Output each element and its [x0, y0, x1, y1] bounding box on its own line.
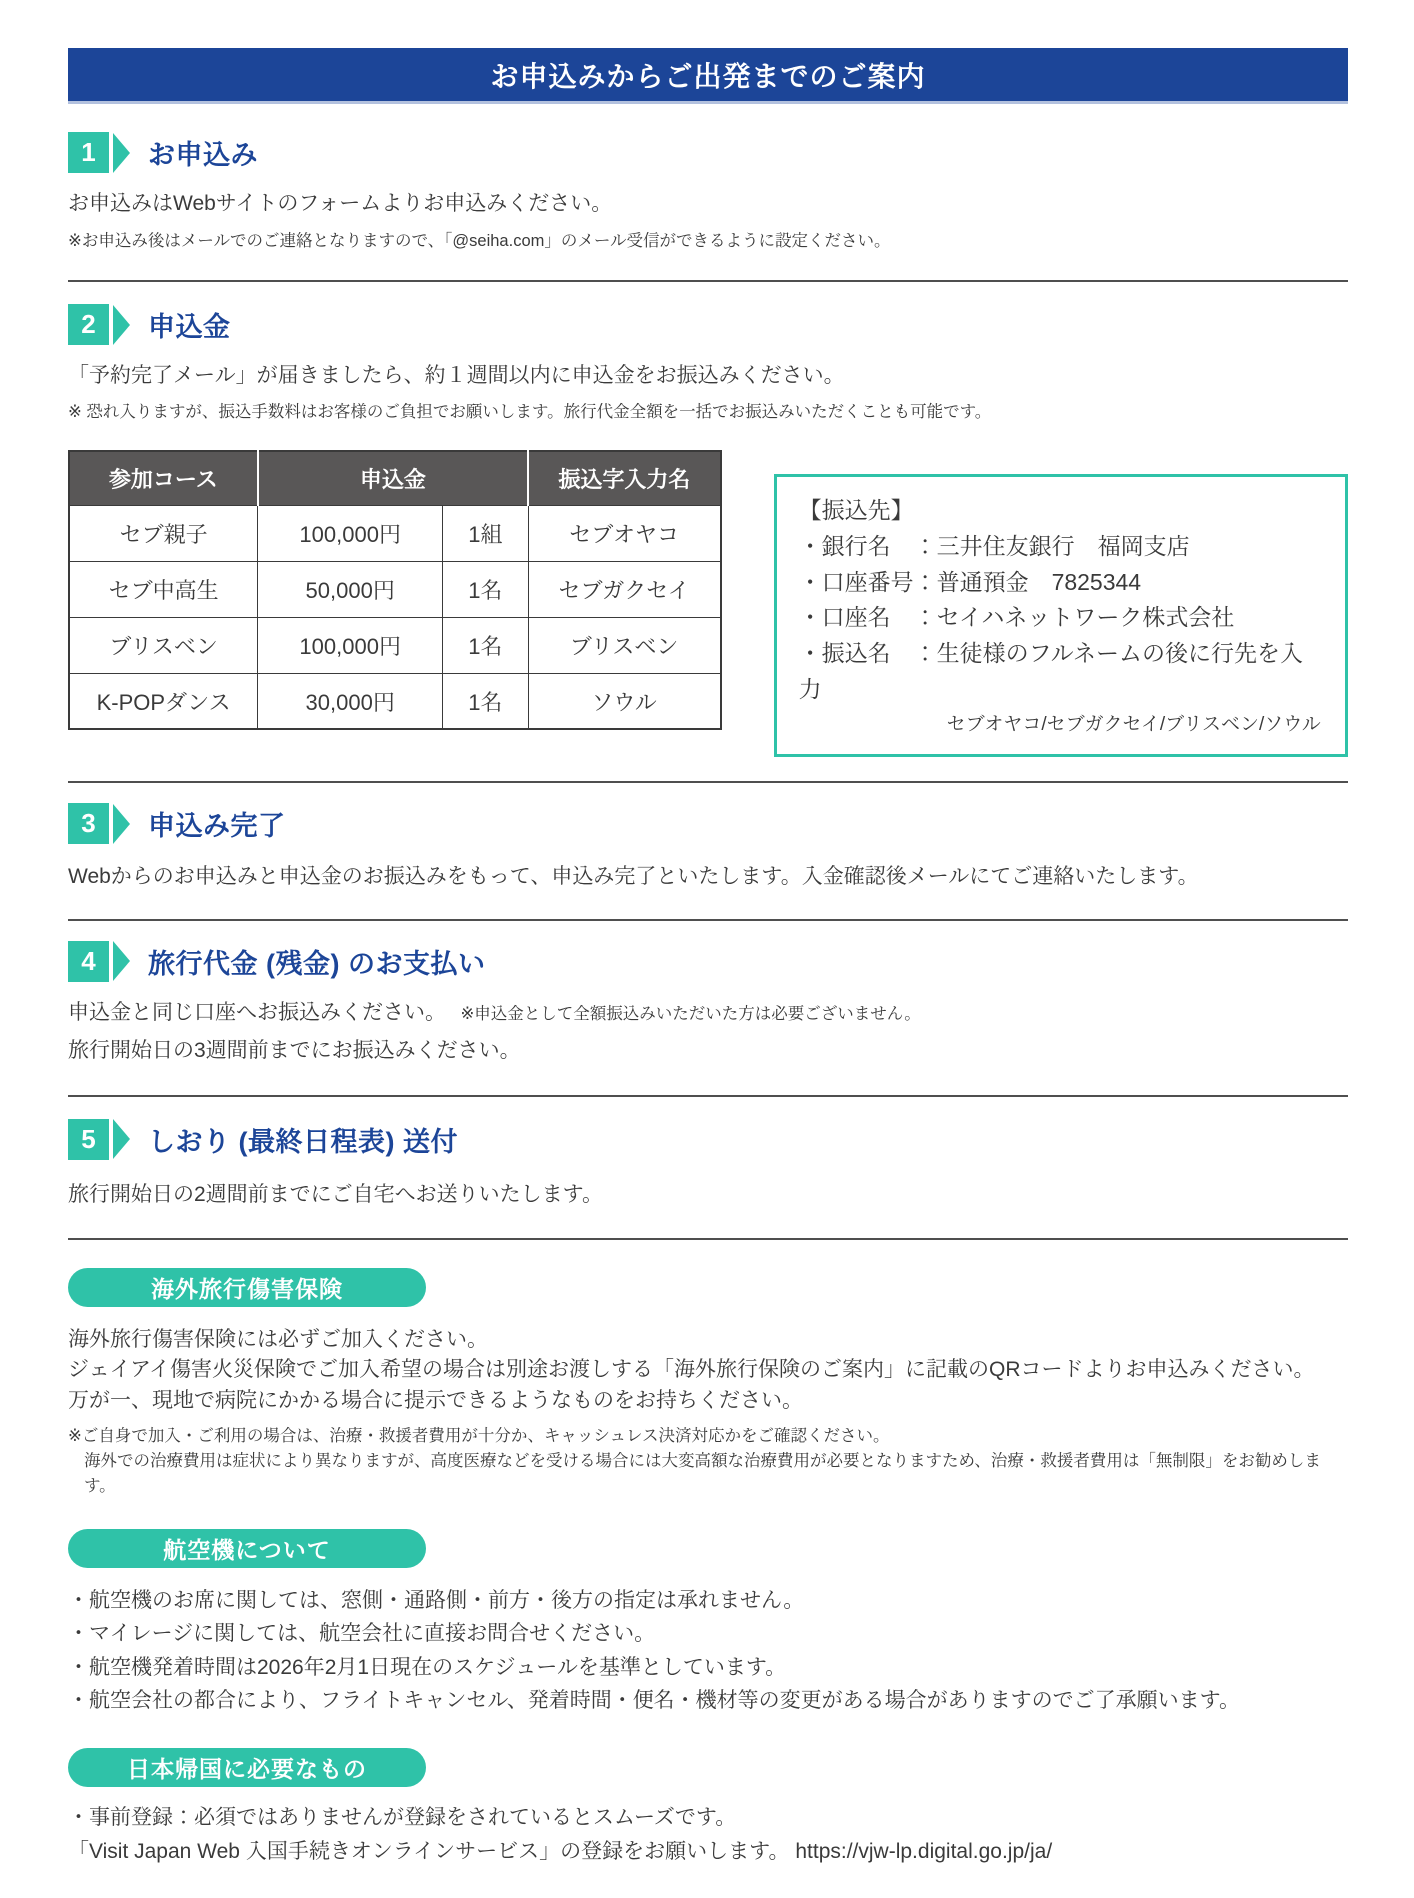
cell-name: セブガクセイ [528, 561, 720, 617]
visit-japan-web-url[interactable]: https://vjw-lp.digital.go.jp/ja/ [795, 1839, 1053, 1863]
cell-amount: 30,000円 [258, 673, 443, 729]
step-1-number-badge: 1 [68, 132, 109, 173]
course-deposit-table [68, 450, 722, 730]
insurance-line: 海外旅行傷害保険には必ずご加入ください。 [68, 1327, 488, 1351]
aircraft-heading-label: 航空機について [163, 1536, 331, 1563]
aircraft-bullet: ・マイレージに関しては、航空会社に直接お問合せください。 [68, 1622, 656, 1646]
return-japan-line2: 「Visit Japan Web 入国手続きオンラインサービス」の登録をお願いします。 [68, 1839, 790, 1863]
insurance-heading-label: 海外旅行傷害保険 [151, 1275, 343, 1302]
cell-unit: 1名 [443, 561, 528, 617]
step-1-title: お申込み [148, 140, 258, 170]
cell-unit: 1名 [443, 673, 528, 729]
step-4-inline-note: ※申込金として全額振込みいただいた方は必要ございません。 [460, 1004, 921, 1023]
section-divider [68, 1238, 1348, 1240]
step-4-number-badge: 4 [68, 941, 109, 982]
step-2-header [68, 304, 1348, 345]
cell-unit: 1名 [443, 617, 528, 673]
step-1-note: ※お申込み後はメールでのご連絡となりますので、「@seiha.com」のメール受信ができるように設定ください。 [68, 232, 891, 251]
step-3-body: Webからのお申込みと申込金のお振込みをもって、申込み完了といたします。入金確認後メールにてご連絡いたします。 [68, 865, 1199, 889]
aircraft-bullet: ・航空機のお席に関しては、窓側・通路側・前方・後方の指定は承れません。 [68, 1588, 805, 1612]
step-arrow-icon [113, 941, 130, 981]
insurance-note-continued: 海外での治療費用は症状により異なりますが、高度医療などを受ける場合には大変高額な治療費用が必要となりますため、治療・救援者費用は「無制限」をお勧めします。 [84, 1452, 1321, 1495]
step-4-body: 申込金と同じ口座へお振込みください。 [68, 1000, 446, 1024]
table-row [69, 673, 721, 729]
step-2-number-badge: 2 [68, 304, 109, 345]
header-transfer-name: 振込字入力名 [528, 451, 720, 505]
insurance-section-heading [68, 1268, 426, 1307]
return-japan-section-heading [68, 1748, 426, 1787]
section-divider [68, 919, 1348, 921]
step-arrow-icon [113, 804, 130, 844]
cell-amount: 100,000円 [258, 505, 443, 561]
aircraft-bullet: ・航空会社の都合により、フライトキャンセル、発着時間・便名・機材等の変更がある場合がありますのでご了承願います。 [68, 1689, 1241, 1713]
account-name-line: ・口座名 ：セイハネットワーク株式会社 [798, 604, 1235, 631]
table-row [69, 617, 721, 673]
step-5-header [68, 1119, 1348, 1160]
step-5-number-badge: 5 [68, 1119, 109, 1160]
step-arrow-icon [113, 133, 130, 173]
cell-name: ソウル [528, 673, 720, 729]
step-4-body-line1 [68, 998, 1348, 1028]
aircraft-section-heading [68, 1529, 426, 1568]
step-3-number-badge: 3 [68, 803, 109, 844]
step-1-body: お申込みはWebサイトのフォームよりお申込みください。 [68, 192, 613, 215]
step-2-note: ※ 恐れ入りますが、振込手数料はお客様のご負担でお願いします。旅行代金全額を一括でお振込みいただくことも可能です。 [68, 402, 992, 421]
return-japan-heading-label: 日本帰国に必要なもの [127, 1755, 367, 1782]
section-divider [68, 280, 1348, 282]
table-header-row [69, 451, 721, 505]
account-number-line: ・口座番号：普通預金 7825344 [798, 568, 1142, 595]
step-3-title: 申込み完了 [148, 811, 286, 842]
step-5-title: しおり (最終日程表) 送付 [148, 1126, 458, 1157]
step-2-title: 申込金 [148, 312, 231, 343]
step-4-title: 旅行代金 (残金) のお支払い [148, 948, 486, 979]
step-3-header [68, 803, 1348, 844]
cell-course: セブ親子 [69, 505, 258, 561]
return-japan-line1: ・事前登録：必須ではありませんが登録をされているとスムーズです。 [68, 1805, 737, 1829]
return-japan-line2-wrap [68, 1835, 1348, 1869]
table-row [69, 561, 721, 617]
insurance-line: ジェイアイ傷害火災保険でご加入希望の場合は別途お渡しする「海外旅行保険のご案内」に記載のQRコードよりお申込みください。 [68, 1358, 1315, 1382]
step-5-body: 旅行開始日の2週間前までにご自宅へお送りいたします。 [68, 1182, 603, 1206]
cell-amount: 100,000円 [258, 617, 443, 673]
section-divider [68, 1095, 1348, 1097]
deposit-table-and-bank-box [68, 450, 1348, 757]
transfer-name-line: ・振込名 ：生徒様のフルネームの後に行先を入力 [798, 639, 1303, 702]
cell-course: K-POPダンス [69, 673, 258, 729]
cell-name: セブオヤコ [528, 505, 720, 561]
table-row [69, 505, 721, 561]
transfer-name-options: セブオヤコ/セブガクセイ/ブリスベン/ソウル [946, 714, 1321, 736]
cell-course: ブリスベン [69, 617, 258, 673]
page-title: お申込みからご出発までのご案内 [490, 60, 926, 92]
header-course: 参加コース [69, 451, 258, 505]
step-1-header [68, 132, 1348, 173]
step-4-header [68, 941, 1348, 982]
step-arrow-icon [113, 1119, 130, 1159]
cell-unit: 1組 [443, 505, 528, 561]
header-deposit: 申込金 [258, 451, 528, 505]
cell-amount: 50,000円 [258, 561, 443, 617]
bank-name-line: ・銀行名 ：三井住友銀行 福岡支店 [798, 533, 1190, 560]
step-2-body: 「予約完了メール」が届きましたら、約１週間以内に申込金をお振込みください。 [68, 364, 845, 388]
cell-course: セブ中高生 [69, 561, 258, 617]
section-divider [68, 781, 1348, 783]
bank-box-title: 【振込先】 [798, 497, 914, 524]
page-banner [68, 48, 1348, 104]
cell-name: ブリスベン [528, 617, 720, 673]
step-4-body-line2: 旅行開始日の3週間前までにお振込みください。 [68, 1039, 521, 1063]
step-arrow-icon [113, 305, 130, 345]
aircraft-bullet: ・航空機発着時間は2026年2月1日現在のスケジュールを基準としています。 [68, 1655, 787, 1679]
bank-transfer-info-box [774, 474, 1348, 757]
insurance-note: ※ご自身で加入・ご利用の場合は、治療・救援者費用が十分か、キャッシュレス決済対応かをご確認ください。 [68, 1427, 890, 1446]
insurance-line: 万が一、現地で病院にかかる場合に提示できるようなものをお持ちください。 [68, 1388, 803, 1412]
